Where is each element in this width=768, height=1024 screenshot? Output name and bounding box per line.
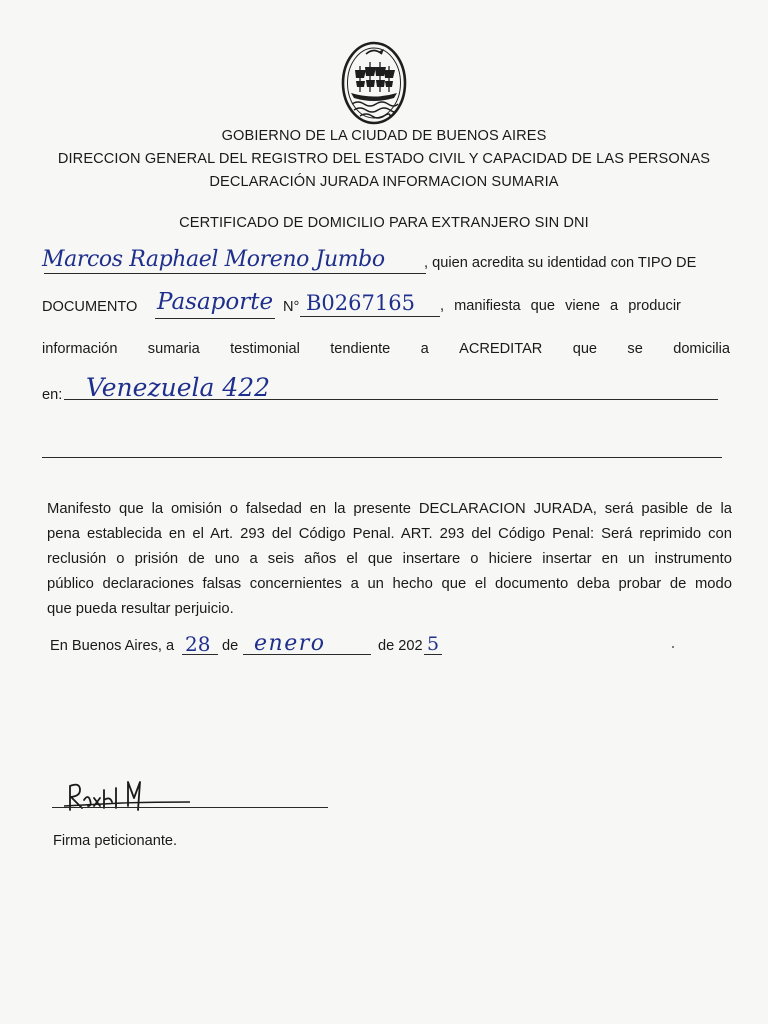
date-prefix: En Buenos Aires, a bbox=[50, 638, 175, 654]
legal-declaration-paragraph bbox=[47, 497, 732, 622]
header-line-declaration: DECLARACIÓN JURADA INFORMACION SUMARIA bbox=[209, 174, 559, 190]
word: testimonial bbox=[230, 341, 300, 357]
document-number-underline bbox=[300, 316, 440, 317]
declaration-line: reclusión o prisión de uno a seis años el que insertare o hiciere insertar en un instrumento bbox=[47, 551, 732, 567]
document-label: DOCUMENTO bbox=[42, 299, 138, 315]
city-coat-of-arms-seal-icon bbox=[340, 40, 408, 126]
word: información bbox=[42, 341, 118, 357]
word: domicilia bbox=[673, 341, 730, 357]
blank-address-line bbox=[42, 457, 722, 458]
handwritten-year-digit: 5 bbox=[427, 633, 440, 655]
document-subtitle: CERTIFICADO DE DOMICILIO PARA EXTRANJERO SIN DNI bbox=[179, 215, 589, 231]
declaration-line: Manifesto que la omisión o falsedad en la presente DECLARACION JURADA, será pasible de la bbox=[47, 501, 732, 517]
handwritten-day: 28 bbox=[185, 632, 211, 656]
number-label: N° bbox=[283, 299, 300, 315]
declaration-line: que pueda resultar perjuicio. bbox=[47, 601, 234, 617]
handwritten-signature bbox=[62, 776, 202, 816]
document-type-underline bbox=[155, 318, 275, 319]
handwritten-address: Venezuela 422 bbox=[86, 373, 271, 402]
address-label: en: bbox=[42, 387, 63, 403]
testimonial-line bbox=[42, 341, 730, 357]
handwritten-document-number: B0267165 bbox=[306, 291, 415, 315]
signature-label: Firma peticionante. bbox=[53, 833, 178, 849]
declaration-line: pena establecida en el Art. 293 del Código Penal. ART. 293 del Código Penal: Será reprimido con bbox=[47, 526, 732, 542]
header-line-government: GOBIERNO DE LA CIUDAD DE BUENOS AIRES bbox=[221, 128, 547, 144]
word: sumaria bbox=[147, 341, 200, 357]
declares-text: , manifiesta que viene a producir bbox=[440, 298, 681, 314]
word: tendiente bbox=[330, 341, 391, 357]
handwritten-name: Marcos Raphael Moreno Jumbo bbox=[42, 247, 385, 272]
ink-dot bbox=[672, 646, 674, 648]
handwritten-month: enero bbox=[254, 631, 326, 656]
handwritten-document-type: Pasaporte bbox=[157, 289, 274, 315]
identity-statement-text: , quien acredita su identidad con TIPO DE bbox=[424, 255, 697, 271]
signature-line bbox=[52, 807, 328, 808]
word: que bbox=[572, 341, 598, 357]
name-underline bbox=[44, 273, 426, 274]
date-de-label: de bbox=[222, 638, 239, 654]
word: ACREDITAR bbox=[459, 341, 543, 357]
year-prefix: de 202 bbox=[378, 638, 423, 654]
declaration-line: público declaraciones falsas concernientes a un hecho que el documento deba probar de modo bbox=[47, 576, 732, 592]
word: se bbox=[627, 341, 643, 357]
word: a bbox=[420, 341, 429, 357]
header-line-directorate: DIRECCION GENERAL DEL REGISTRO DEL ESTADO CIVIL Y CAPACIDAD DE LAS PERSONAS bbox=[57, 151, 711, 167]
